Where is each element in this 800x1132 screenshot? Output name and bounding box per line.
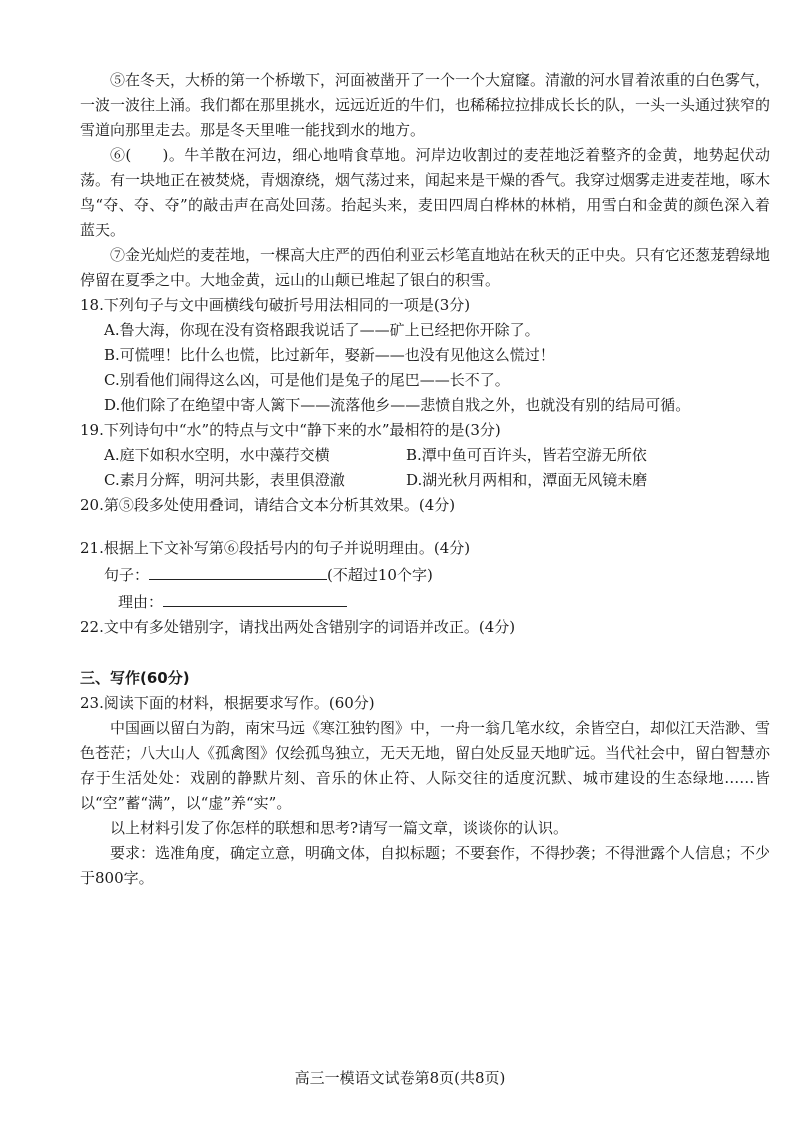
question-21-stem: 21.根据上下文补写第⑥段括号内的句子并说明理由。(4分): [80, 539, 471, 557]
question-19-option-b: B.潭中鱼可百许头，皆若空游无所依: [406, 446, 647, 464]
sentence-length-note: (不超过10个字): [327, 566, 433, 584]
reason-answer-blank[interactable]: [163, 588, 347, 607]
writing-prompt: 以上材料引发了你怎样的联想和思考?请写一篇文章，谈谈你的认识。: [110, 819, 569, 837]
answer-space-20: [80, 518, 770, 536]
question-19-stem: 19.下列诗句中“水”的特点与文中“静下来的水”最相符的是(3分): [80, 421, 501, 439]
question-20-stem: 20.第⑤段多处使用叠词，请结合文本分析其效果。(4分): [80, 496, 456, 514]
question-19: [80, 418, 770, 493]
writing-material: 中国画以留白为韵，南宋马远《寒江独钓图》中，一舟一翁几笔水纹，余皆空白，却似江天浩渺、雪色苍茫；八大山人《孤禽图》仅绘孤鸟独立，无天无地，留白处反显天地旷远。当代社会中，留白智慧亦存于生活处处：戏剧的静默片刻、音乐的休止符、人际交往的适度沉默、城市建设的生态绿地……皆以“空”蓄“满”，以“虚”养“实”。: [80, 719, 771, 812]
question-19-option-a: A.庭下如积水空明，水中藻荇交横: [104, 446, 330, 464]
passage-paragraph-7: ⑦金光灿烂的麦茬地，一棵高大庄严的西伯利亚云杉笔直地站在秋天的正中央。只有它还葱茏碧绿地停留在夏季之中。大地金黄，远山的山颠已堆起了银白的积雪。: [80, 246, 771, 289]
question-21-sentence-line: [80, 561, 770, 588]
writing-section: [80, 666, 770, 891]
question-21-reason-line: [80, 588, 770, 615]
question-18-option-b: B.可慌哩！比什么也慌，比过新年，娶新——也没有见他这么慌过！: [104, 346, 555, 364]
sentence-label: 句子：: [104, 566, 150, 584]
question-18-option-c: C.别看他们闹得这么凶，可是他们是兔子的尾巴——长不了。: [104, 371, 510, 389]
question-23-stem: 23.阅读下面的材料，根据要求写作。(60分): [80, 694, 375, 712]
writing-section-heading: 三、写作(60分): [80, 669, 190, 687]
question-18-option-a: A.鲁大海，你现在没有资格跟我说话了——矿上已经把你开除了。: [104, 321, 540, 339]
writing-requirements: 要求：选准角度，确定立意，明确文体，自拟标题；不要套作，不得抄袭；不得泄露个人信息；不少于800字。: [80, 844, 771, 887]
question-18-stem: 18.下列句子与文中画横线句破折号用法相同的一项是(3分): [80, 296, 471, 314]
question-19-option-c: C.素月分辉，明河共影，表里俱澄澈: [104, 471, 345, 489]
question-21: [80, 536, 770, 615]
question-19-options-row-2: [80, 468, 770, 493]
section-gap: [80, 640, 770, 666]
passage-paragraph-6: ⑥( )。牛羊散在河边，细心地啃食草地。河岸边收割过的麦茬地泛着整齐的金黄，地势起伏动荡。有一块地正在被焚烧，青烟潦绕，烟气荡过来，闻起来是干燥的香气。我穿过烟雾走进麦茬地，啄木鸟“夺、夺、夺”的敲击声在高处回荡。抬起头来，麦田四周白桦林的林梢，用雪白和金黄的颜色深入着蓝天。: [80, 146, 771, 239]
reason-label: 理由：: [118, 593, 164, 611]
question-19-option-d: D.湖光秋月两相和，潭面无风镜未磨: [406, 471, 648, 489]
question-18-option-d: D.他们除了在绝望中寄人篱下——流落他乡——悲愤自戕之外，也就没有别的结局可循。: [104, 396, 691, 414]
page-footer: 高三一模语文试卷第8页(共8页): [294, 1069, 506, 1087]
sentence-answer-blank[interactable]: [149, 561, 327, 580]
question-22-stem: 22.文中有多处错别字，请找出两处含错别字的词语并改正。(4分): [80, 618, 516, 636]
passage-paragraph-5: ⑤在冬天，大桥的第一个桥墩下，河面被凿开了一个一个大窟窿。清澈的河水冒着浓重的白色雾气，一波一波往上涌。我们都在那里挑水，远远近近的牛们，也稀稀拉拉排成长长的队，一头一头通过狭窄的雪道向那里走去。那是冬天里唯一能找到水的地方。: [80, 71, 771, 139]
question-19-options-row-1: [80, 443, 770, 468]
question-18: [80, 293, 770, 418]
page-content: [80, 68, 770, 891]
